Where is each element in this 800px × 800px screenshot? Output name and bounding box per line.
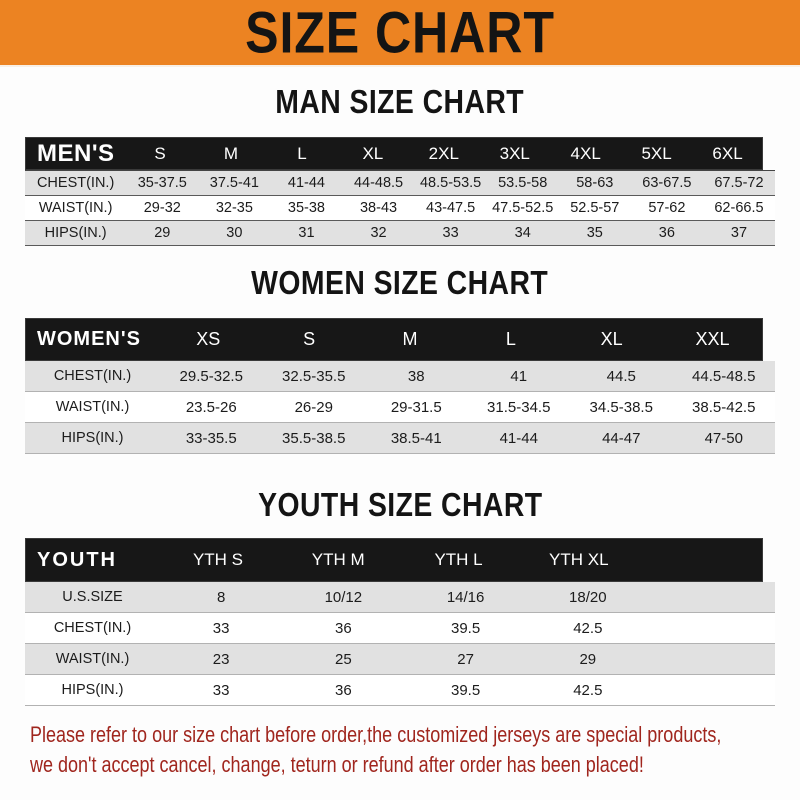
size-cell: 30 <box>226 225 243 241</box>
size-cell: 52.5-57 <box>570 200 620 216</box>
size-cell: 62-66.5 <box>714 200 764 216</box>
size-cell: 35-37.5 <box>137 175 187 191</box>
section-men <box>0 83 800 246</box>
size-column-header: YTH S <box>192 550 243 569</box>
size-column-header: XXL <box>695 329 730 349</box>
row-label: WAIST(IN.) <box>55 399 130 415</box>
size-cell: 39.5 <box>450 681 481 699</box>
size-cell: 35-38 <box>287 200 325 216</box>
row-label: HIPS(IN.) <box>61 430 124 446</box>
size-cell: 39.5 <box>450 619 481 637</box>
size-cell: 34 <box>514 225 531 241</box>
row-label: CHEST(IN.) <box>53 368 132 384</box>
size-cell: 31 <box>298 225 315 241</box>
size-cell: 33 <box>212 681 230 699</box>
size-cell: 18/20 <box>569 588 607 606</box>
table-row <box>25 644 775 675</box>
size-column-header: L <box>297 143 307 163</box>
size-cell: 38-43 <box>359 200 398 216</box>
table-row <box>25 221 775 246</box>
size-column-header: YTH M <box>311 550 365 569</box>
size-cell: 32 <box>370 225 387 241</box>
table-header-row <box>25 538 763 582</box>
size-cell: 10/12 <box>324 588 363 606</box>
size-cell: 29 <box>154 225 171 241</box>
size-cell: 36 <box>335 619 352 637</box>
size-cell: 36 <box>335 681 352 699</box>
size-column-header: S <box>303 329 316 349</box>
size-column-header: 6XL <box>712 143 743 163</box>
size-cell: 27 <box>457 650 474 668</box>
size-cell: 44-47 <box>602 429 641 447</box>
size-cell: 29-31.5 <box>390 398 442 416</box>
size-cell: 34.5-38.5 <box>589 398 653 416</box>
size-cell: 41-44 <box>287 175 325 191</box>
table-body <box>25 361 775 454</box>
row-label: HIPS(IN.) <box>44 225 107 241</box>
women-heading-row <box>0 264 800 302</box>
size-cell: 31.5-34.5 <box>487 398 551 416</box>
table-row <box>25 613 775 644</box>
size-cell: 35 <box>586 225 603 241</box>
row-label: CHEST(IN.) <box>36 175 115 191</box>
size-column-header: YTH XL <box>549 550 609 569</box>
row-label: CHEST(IN.) <box>53 620 132 636</box>
men-size-table <box>25 137 775 246</box>
size-cell: 44-48.5 <box>353 175 404 191</box>
table-body <box>25 582 775 706</box>
table-row <box>25 196 775 221</box>
size-cell: 63-67.5 <box>642 175 692 191</box>
section-women <box>0 264 800 454</box>
table-row <box>25 675 775 706</box>
size-column-header: M <box>402 329 418 349</box>
size-cell: 38 <box>407 367 425 385</box>
size-cell: 53.5-58 <box>498 175 548 191</box>
size-column-header: S <box>154 143 166 163</box>
row-label: HIPS(IN.) <box>61 682 124 698</box>
size-column-header: YTH L <box>434 550 483 569</box>
size-column-header: 5XL <box>641 143 672 163</box>
table-body <box>25 170 775 246</box>
size-column-header: L <box>505 329 516 349</box>
size-cell: 32-35 <box>215 200 253 216</box>
size-cell: 29.5-32.5 <box>179 367 243 385</box>
youth-chart-heading: YOUTH SIZE CHART <box>257 486 543 523</box>
size-cell: 43-47.5 <box>426 200 476 216</box>
footer-note <box>30 720 800 780</box>
size-cell: 44.5-48.5 <box>692 367 756 385</box>
table-header-row <box>25 137 763 170</box>
table-row <box>25 171 775 196</box>
row-label: WAIST(IN.) <box>38 200 113 216</box>
men-heading-row <box>0 83 800 121</box>
size-column-header: XS <box>196 329 221 349</box>
size-cell: 38.5-41 <box>390 429 442 447</box>
size-cell: 37.5-41 <box>209 175 259 191</box>
banner-title: SIZE CHART <box>245 0 555 66</box>
size-cell: 44.5 <box>606 367 636 385</box>
size-cell: 23 <box>212 650 230 668</box>
size-cell: 48.5-53.5 <box>419 175 482 191</box>
size-column-header: XL <box>600 329 623 349</box>
size-cell: 8 <box>216 588 226 606</box>
banner <box>0 0 800 67</box>
size-cell: 36 <box>658 225 675 241</box>
row-label: U.S.SIZE <box>62 589 123 605</box>
size-cell: 41 <box>510 367 528 385</box>
section-youth <box>0 486 800 706</box>
size-cell: 29-32 <box>143 200 181 216</box>
men-chart-heading: MAN SIZE CHART <box>275 83 525 120</box>
size-cell: 26-29 <box>294 398 333 416</box>
youth-size-table <box>25 538 775 706</box>
size-cell: 47-50 <box>704 429 743 447</box>
size-cell: 25 <box>335 650 352 668</box>
size-cell: 67.5-72 <box>714 175 764 191</box>
size-cell: 41-44 <box>499 429 538 447</box>
size-cell: 14/16 <box>446 588 485 606</box>
size-cell: 57-62 <box>648 200 686 216</box>
table-row <box>25 361 775 392</box>
table-header-row <box>25 318 763 361</box>
women-size-table <box>25 318 775 454</box>
size-column-header: 3XL <box>499 143 530 163</box>
size-cell: 29 <box>579 650 597 668</box>
group-label: WOMEN'S <box>37 328 141 350</box>
group-label: YOUTH <box>37 548 117 571</box>
size-column-header: 4XL <box>570 143 601 163</box>
size-cell: 33-35.5 <box>185 429 237 447</box>
size-column-header: M <box>223 143 239 163</box>
row-label: WAIST(IN.) <box>55 651 130 667</box>
size-cell: 58-63 <box>576 175 614 191</box>
size-cell: 35.5-38.5 <box>282 429 346 447</box>
group-label: MEN'S <box>37 139 115 167</box>
size-cell: 47.5-52.5 <box>492 200 554 216</box>
women-chart-heading: WOMEN SIZE CHART <box>251 264 549 301</box>
table-row <box>25 423 775 454</box>
size-column-header: XL <box>362 143 384 163</box>
size-cell: 32.5-35.5 <box>282 367 346 385</box>
size-cell: 42.5 <box>573 619 603 637</box>
size-cell: 42.5 <box>573 681 603 699</box>
youth-heading-row <box>0 486 800 524</box>
size-cell: 38.5-42.5 <box>692 398 756 416</box>
size-cell: 33 <box>212 619 230 637</box>
size-cell: 33 <box>442 225 459 241</box>
size-cell: 37 <box>730 225 748 241</box>
table-row <box>25 582 775 613</box>
size-column-header: 2XL <box>428 143 459 163</box>
footer-line-1: Please refer to our size chart before order,the customized jerseys are special products, <box>30 722 722 747</box>
footer-line-2: we don't accept cancel, change, teturn or refund after order has been placed! <box>30 752 644 777</box>
size-cell: 23.5-26 <box>185 398 237 416</box>
size-chart-sections <box>0 83 800 706</box>
table-row <box>25 392 775 423</box>
